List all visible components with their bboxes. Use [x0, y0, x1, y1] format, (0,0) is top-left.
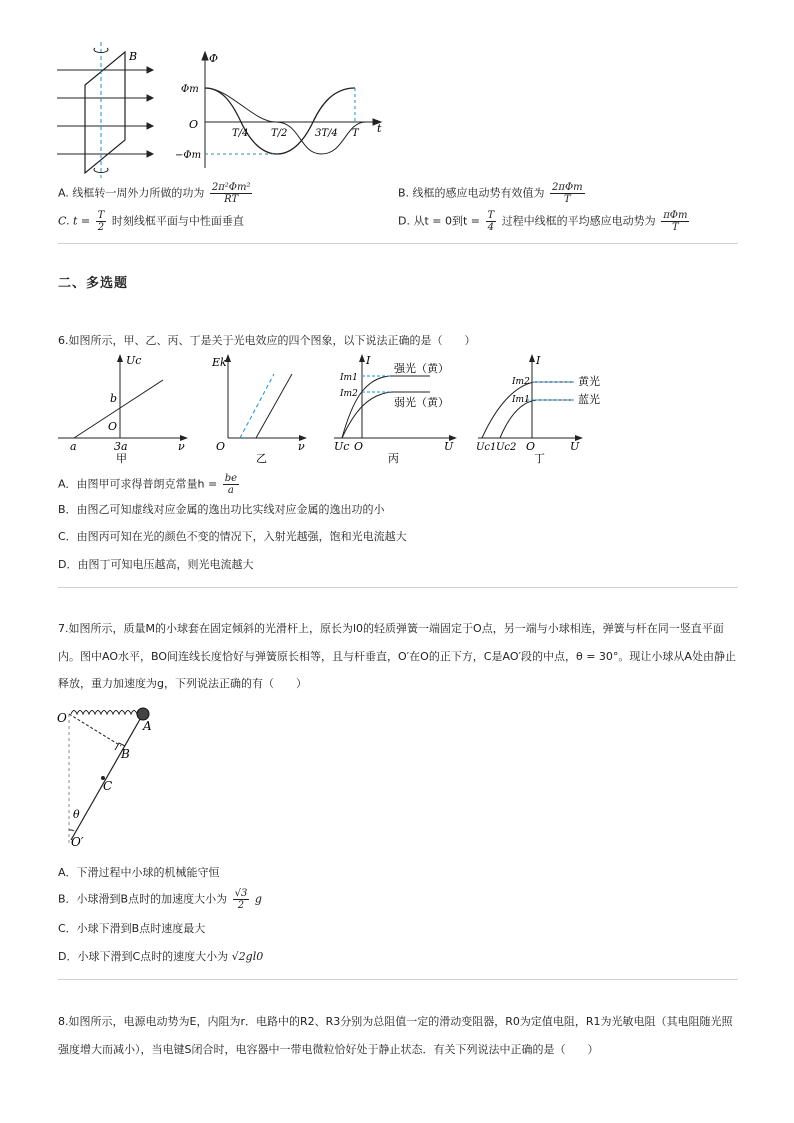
q5-option-d-fraction-2: $\frac{\text{πΦm}}{T}$	[663, 210, 688, 233]
q7-option-d-expr: √2gl0	[231, 950, 264, 963]
tick-t4: T/4	[232, 128, 249, 139]
q6-figure-yi	[212, 352, 312, 464]
divider	[58, 979, 738, 980]
q5-option-d-text: 过程中线框的平均感应电动势为	[501, 214, 656, 228]
q6-option-a-text: A．由图甲可求得普朗克常量h =	[58, 477, 218, 491]
ding-origin: O	[526, 440, 536, 453]
b-field-label: B	[129, 50, 138, 63]
jia-b-label: b	[110, 392, 118, 405]
q5-option-a[interactable]	[58, 182, 254, 205]
yi-caption: 乙	[256, 452, 267, 464]
q7-option-d[interactable]	[58, 948, 263, 964]
origin-label: O	[189, 118, 199, 131]
tick-3t4: 3T/4	[315, 128, 338, 139]
phi-m-label: Φm	[181, 84, 199, 95]
t-axis-label: t	[377, 122, 382, 135]
tick-t: T	[352, 128, 359, 139]
q5-option-a-text: A. 线框转一周外力所做的功为	[58, 186, 205, 200]
q5-option-d[interactable]	[398, 210, 691, 233]
q6-option-a[interactable]	[58, 473, 241, 496]
jia-origin: O	[108, 420, 118, 433]
q5-option-c-text: 时刻线框平面与中性面垂直	[111, 214, 244, 228]
divider	[58, 243, 738, 244]
section-title: 二、多选题	[58, 276, 129, 291]
ding-uc2: Uc2	[496, 442, 517, 453]
jia-y-label: Uc	[126, 354, 142, 367]
jia-x-label: ν	[178, 440, 185, 453]
q8-line-2: 强度增大而减小），当电键S闭合时，电容器中一带电微粒恰好处于静止状态．有关下列说法中正确的是（ ）	[58, 1043, 599, 1056]
bing-weak: 弱光（黄）	[394, 396, 449, 409]
q6-option-d[interactable]: D．由图丁可知电压越高，则光电流越大	[58, 558, 254, 571]
q7-option-b[interactable]	[58, 888, 262, 911]
q5-option-c-fraction: $\frac{T}{2}$	[97, 210, 105, 233]
q7-option-a[interactable]: A．下滑过程中小球的机械能守恒	[58, 866, 220, 879]
ding-x-label: U	[570, 440, 580, 453]
ding-y-label: I	[536, 354, 541, 367]
jia-3a-label: 3a	[114, 440, 128, 453]
q7-label-a: A	[143, 719, 152, 733]
q7-option-b-fraction: $\frac{√3}{2}$	[234, 888, 248, 911]
q6-option-a-fraction: $\frac{be}{a}$	[224, 473, 238, 496]
q7-figure	[55, 700, 165, 850]
q6-option-c[interactable]: C．由图丙可知在光的颜色不变的情况下，入射光越强，饱和光电流越大	[58, 530, 407, 543]
q6-option-b[interactable]: B．由图乙可知虚线对应金属的逸出功比实线对应金属的逸出功的小	[58, 503, 385, 516]
q7-option-c[interactable]: C．小球下滑到B点时速度最大	[58, 922, 206, 935]
bing-origin: O	[354, 440, 364, 453]
q5-coil-figure	[55, 40, 155, 180]
q5-option-d-pre: D. 从t = 0到t =	[398, 214, 481, 228]
q6-figure-ding	[474, 352, 614, 464]
q7-label-o-prime: O′	[71, 835, 84, 849]
q7-label-theta: θ	[73, 808, 80, 821]
q5-option-a-fraction: $\frac{\text{2π²Φm²}}{RT}$	[211, 182, 251, 205]
ding-caption: 丁	[534, 452, 545, 464]
jia-caption: 甲	[116, 452, 127, 464]
q6-stem: 6.如图所示，甲、乙、丙、丁是关于光电效应的四个图象，以下说法正确的是（ ）	[58, 334, 476, 347]
ding-im2: Im2	[512, 377, 530, 387]
yi-x-label: ν	[298, 440, 305, 453]
bing-y-label: I	[366, 354, 371, 367]
q7-line-3: 释放，重力加速度为g，下列说法正确的有（ ）	[58, 677, 307, 690]
q7-line-1: 7.如图所示，质量M的小球套在固定倾斜的光滑杆上，原长为l0的轻质弹簧一端固定于O点，另一端与小球相连，弹簧与杆在同一竖直平面	[58, 622, 724, 635]
q5-flux-graph	[175, 50, 395, 170]
yi-origin: O	[216, 440, 226, 453]
bing-im1: Im1	[340, 373, 358, 383]
neg-phi-m-label: −Φm	[175, 150, 202, 161]
jia-a-label: a	[70, 440, 77, 453]
q5-option-b-fraction: $\frac{\text{2πΦm}}{T}$	[552, 182, 583, 205]
bing-uc: Uc	[334, 440, 350, 453]
divider	[58, 587, 738, 588]
bing-strong: 强光（黄）	[394, 362, 449, 375]
q5-option-c[interactable]	[58, 210, 244, 233]
q5-option-b-text: B. 线框的感应电动势有效值为	[398, 186, 545, 200]
q7-option-d-text: D．小球下滑到C点时的速度大小为	[58, 950, 229, 963]
q5-option-c-pre: C. t =	[58, 214, 91, 228]
q5-option-d-fraction-1: $\frac{T}{4}$	[487, 210, 495, 233]
q7-label-c: C	[103, 779, 113, 793]
tick-t2: T/2	[271, 128, 288, 139]
q7-label-b: B	[121, 747, 130, 761]
q5-option-b[interactable]	[398, 182, 587, 205]
ding-yellow: 黄光	[578, 375, 600, 388]
q6-figure-bing	[330, 352, 460, 464]
q6-figure-jia	[58, 352, 193, 464]
bing-caption: 丙	[388, 452, 399, 464]
yi-y-label: Ek	[212, 356, 227, 369]
ding-blue: 蓝光	[578, 393, 600, 406]
q7-option-b-text: B．小球滑到B点时的加速度大小为	[58, 892, 228, 906]
q7-line-2: 内。图中AO水平，BO间连线长度恰好与弹簧原长相等，且与杆垂直，O′在O的正下方，C是AO′段的中点，θ = 30°。现让小球从A处由静止	[58, 650, 736, 663]
q8-line-1: 8.如图所示，电源电动势为E，内阻为r．电路中的R2、R3分别为总阻值一定的滑动变阻器，R0为定值电阻，R1为光敏电阻（其电阻随光照	[58, 1015, 733, 1028]
bing-im2: Im2	[340, 389, 358, 399]
q7-option-b-g: g	[254, 892, 262, 906]
phi-axis-label: Φ	[209, 52, 219, 65]
ding-uc1: Uc1	[476, 442, 497, 453]
q7-label-o: O	[57, 711, 67, 725]
bing-x-label: U	[444, 440, 454, 453]
ding-im1: Im1	[512, 395, 530, 405]
